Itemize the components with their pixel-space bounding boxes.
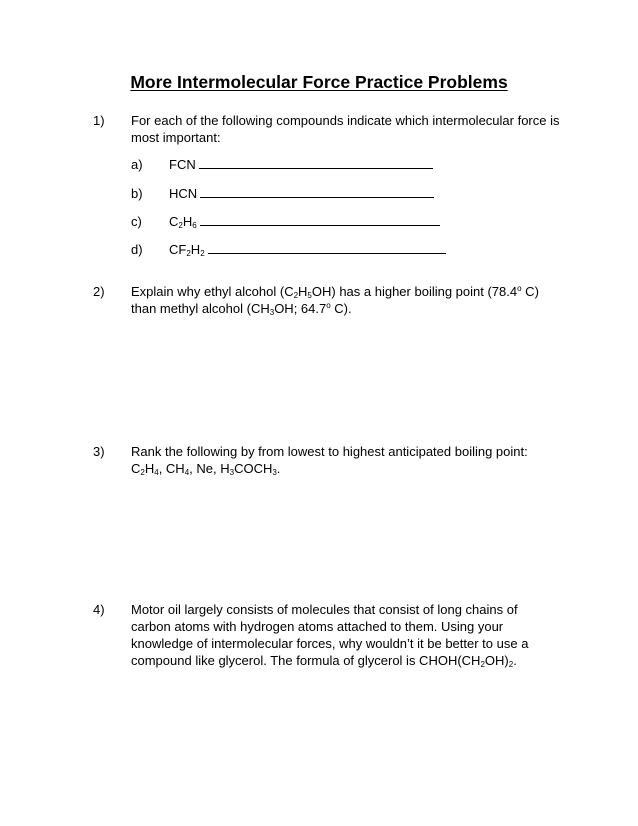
q1-item-b: [169, 185, 434, 202]
question-1-text: [131, 112, 561, 146]
question-3-text: [131, 443, 561, 477]
answer-line-d[interactable]: [208, 243, 446, 254]
q1-item-a-compound: FCN: [169, 157, 196, 172]
question-2-line-1: Explain why ethyl alcohol $(C_2H_5OH)$ has a higher boiling point (78.4$^o$ C): [131, 284, 539, 300]
question-2-text: [131, 283, 561, 317]
q1-item-a-label: a): [131, 157, 143, 172]
q1-item-d-compound: $CF_2H_2$: [169, 242, 205, 258]
answer-line-a[interactable]: [199, 158, 433, 169]
q1-item-d: [169, 241, 446, 258]
question-1-line-1: For each of the following compounds indicate which intermolecular force is: [131, 113, 560, 128]
q1-item-a: [169, 156, 433, 173]
question-4-line-1: Motor oil largely consists of molecules that consist of long chains of: [131, 602, 518, 617]
answer-line-c[interactable]: [200, 215, 440, 226]
question-2-number: 2): [93, 284, 105, 299]
question-1-line-2: most important:: [131, 130, 221, 145]
question-4-line-3: knowledge of intermolecular forces, why wouldn’t it be better to use a: [131, 636, 529, 651]
question-3-line-2: $C_2H_4$, $CH_4$, Ne, $H_3COCH_3$.: [131, 461, 281, 477]
question-4-line-2: carbon atoms with hydrogen atoms attached to them. Using your: [131, 619, 504, 634]
q1-item-c: [169, 213, 440, 230]
q1-item-d-label: d): [131, 242, 143, 257]
q1-item-c-compound: $C_2H_6$: [169, 214, 197, 230]
question-1-number: 1): [93, 113, 105, 128]
answer-line-b[interactable]: [200, 187, 434, 198]
question-4-text: [131, 601, 561, 669]
q1-item-b-label: b): [131, 186, 143, 201]
question-2-line-2: than methyl alcohol ($CH_3OH$; 64.7$^o$ C).: [131, 301, 352, 317]
page-title: More Intermolecular Force Practice Problems: [130, 72, 508, 92]
question-4-number: 4): [93, 602, 105, 617]
question-4-line-4: compound like glycerol. The formula of glycerol is $CHOH(CH_2OH)_2$.: [131, 653, 517, 669]
q1-item-b-compound: HCN: [169, 186, 198, 201]
question-3-number: 3): [93, 444, 105, 459]
q1-item-c-label: c): [131, 214, 142, 229]
question-3-line-1: Rank the following by from lowest to highest anticipated boiling point:: [131, 444, 528, 459]
